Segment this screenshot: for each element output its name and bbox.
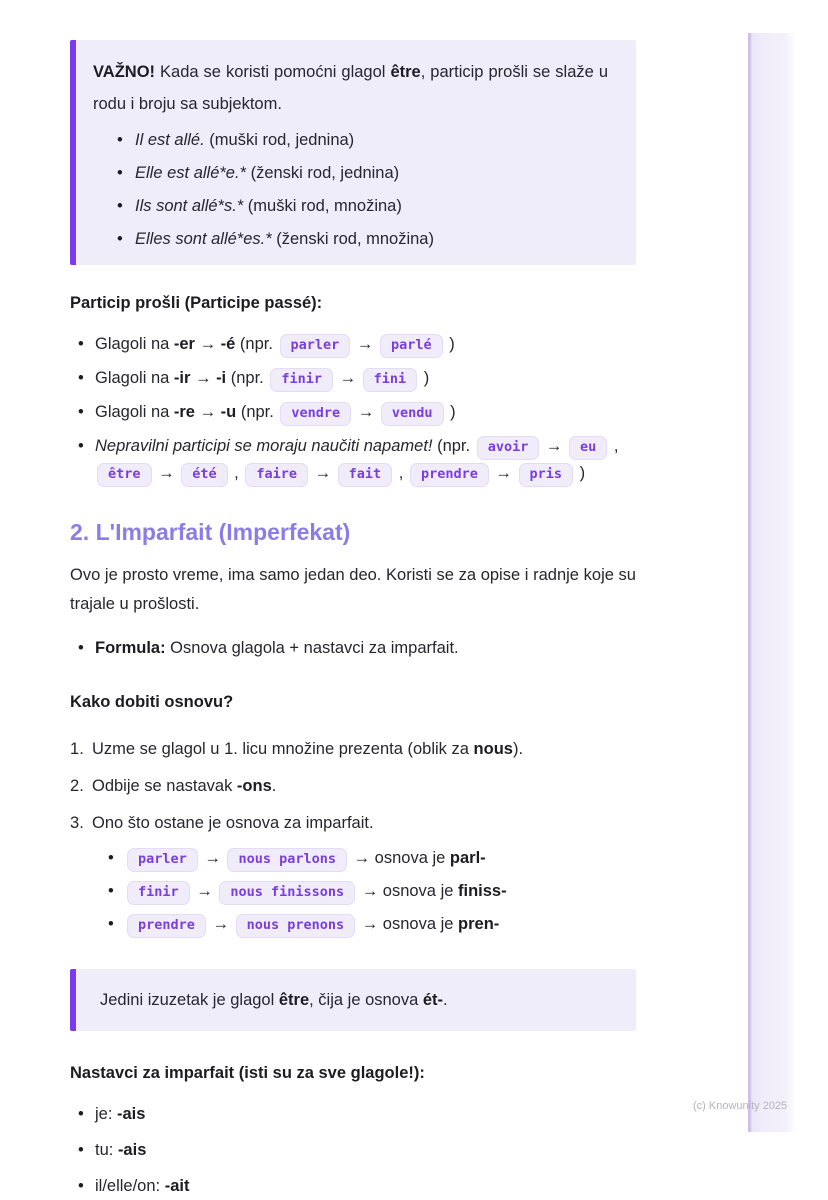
list-item: • prendre → nous prenons → osnova je pren-	[100, 908, 636, 941]
callout-example-list	[93, 127, 608, 252]
code-chip: prendre	[410, 463, 489, 487]
kako-heading: Kako dobiti osnovu?	[70, 693, 234, 711]
code-chip: nous prenons	[236, 914, 356, 938]
list-item: • parler → nous parlons → osnova je parl-	[100, 842, 636, 875]
code-chip: fini	[363, 368, 418, 392]
code-chip: vendu	[381, 402, 444, 426]
list-item: • je: -ais	[70, 1101, 636, 1128]
stem-example-list	[100, 842, 636, 941]
participle-section-heading: Particip prošli (Participe passé):	[70, 294, 323, 312]
list-item: • Elles sont allé*es.* (ženski rod, množina)	[113, 226, 608, 252]
step-item: Odbije se nastavak -ons.	[92, 777, 277, 795]
imparfait-section-heading: 2. L'Imparfait (Imperfekat)	[70, 519, 351, 545]
formula-list	[70, 635, 636, 662]
list-item: • Nepravilni participi se moraju naučiti napamet! (npr. avoir → eu , être → été , faire → fait , prendre → pris )	[70, 433, 636, 487]
code-chip: avoir	[477, 436, 540, 460]
next-page-edge	[748, 33, 794, 1132]
list-item: • Glagoli na -ir → -i (npr. finir → fini )	[70, 365, 636, 392]
list-item: • tu: -ais	[70, 1137, 636, 1164]
code-chip: finir	[270, 368, 333, 392]
code-chip: fait	[338, 463, 393, 487]
code-chip: nous parlons	[227, 848, 347, 872]
list-item: • Il est allé. (muški rod, jednina)	[113, 127, 608, 153]
callout-lead-text: VAŽNO! Kada se koristi pomoćni glagol être, particip prošli se slaže u rodu i broju sa subjektom.	[93, 63, 608, 113]
important-callout	[70, 40, 636, 265]
code-chip: pris	[519, 463, 574, 487]
code-chip: faire	[245, 463, 308, 487]
endings-list	[70, 1101, 636, 1200]
list-item: • il/elle/on: -ait	[70, 1173, 636, 1200]
stem-steps-list	[70, 736, 636, 941]
code-chip: nous finissons	[219, 881, 355, 905]
step-item-text: Ono što ostane je osnova za imparfait.	[92, 814, 374, 832]
code-chip: eu	[569, 436, 607, 460]
list-item: • Glagoli na -re → -u (npr. vendre → vendu )	[70, 399, 636, 426]
code-chip: parler	[280, 334, 351, 358]
code-chip: être	[97, 463, 152, 487]
list-item: • Glagoli na -er → -é (npr. parler → parlé )	[70, 331, 636, 358]
knowunity-watermark: (c) Knowunity 2025	[693, 1100, 788, 1112]
code-chip: parler	[127, 848, 198, 872]
list-item: • finir → nous finissons → osnova je finiss-	[100, 875, 636, 908]
imparfait-intro-paragraph: Ovo je prosto vreme, ima samo jedan deo. Koristi se za opise i radnje koje su trajale u prošlosti.	[70, 566, 636, 613]
endings-heading: Nastavci za imparfait (isti su za sve glagole!):	[70, 1064, 425, 1082]
step-item: Uzme se glagol u 1. licu množine prezenta (oblik za nous).	[92, 740, 524, 758]
code-chip: vendre	[280, 402, 351, 426]
exception-callout-text: Jedini izuzetak je glagol être, čija je osnova ét-.	[100, 991, 448, 1009]
participle-rule-list	[70, 331, 636, 487]
code-chip: finir	[127, 881, 190, 905]
code-chip: parlé	[380, 334, 443, 358]
list-item: • Formula: Osnova glagola + nastavci za imparfait.	[70, 635, 636, 662]
document-content	[70, 40, 636, 1200]
code-chip: été	[181, 463, 227, 487]
list-item: • Ils sont allé*s.* (muški rod, množina)	[113, 193, 608, 219]
code-chip: prendre	[127, 914, 206, 938]
list-item: • Elle est allé*e.* (ženski rod, jednina)	[113, 160, 608, 186]
exception-callout	[70, 969, 636, 1031]
step-item	[70, 810, 636, 941]
